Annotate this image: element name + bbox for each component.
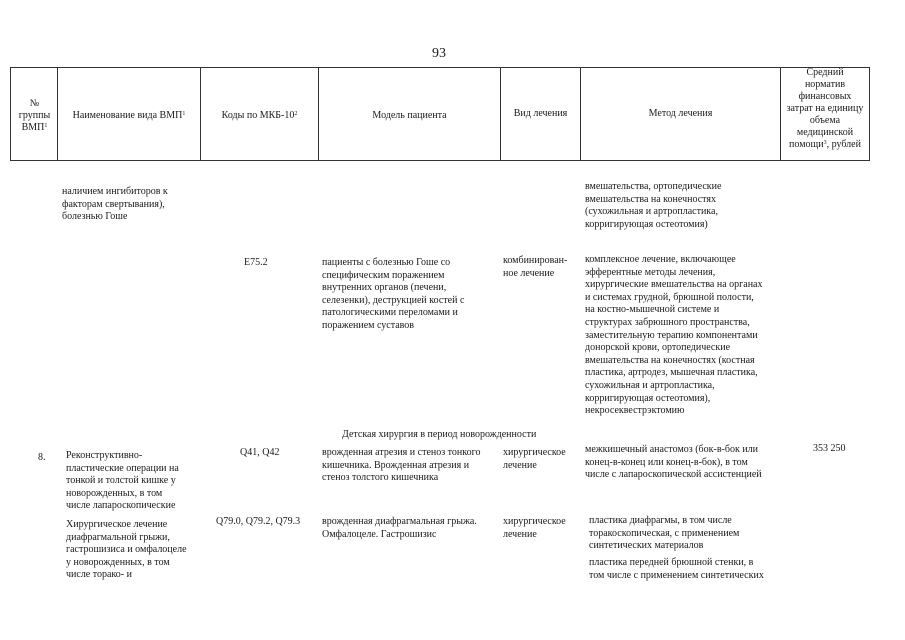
header-vmp-name: Наименование вида ВМП$^1$ xyxy=(72,110,186,121)
gaucher-treatment-type: комбинирован- ное лечение xyxy=(503,255,568,279)
gaucher-patient-model: пациенты с болезнью Гоше со специфическим поражением внутренних органов (печени, селезенки), деструкцией костей с патологическими переломами и поражением суставов xyxy=(322,257,465,331)
header-average-cost: Средний норматив финансовых затрат на единицу объема медицинской помощи$^3$, рублей xyxy=(786,67,864,150)
group8-average-cost: 353 250 xyxy=(813,443,846,454)
group8-patient-model: врожденная атрезия и стеноз тонкого кишечника. Врожденная атрезия и стеноз толстого кишечника xyxy=(322,447,481,484)
group8-vmp-name: Реконструктивно- пластические операции на тонкой и толстой кишке у новорожденных, в том числе лапароскопические xyxy=(66,450,179,512)
table-header-top-border xyxy=(10,67,870,68)
cont-vmp-name: наличием ингибиторов к факторам свертывания), болезнью Гоше xyxy=(62,186,168,223)
gaucher-treatment-method: комплексное лечение, включающее эфферентные методы лечения, хирургические вмешательства на органах и системах грудной, брюшной полости, на костно-мышечной системе и структурах забрюшного пространства, заместительную терапию компонентами донорской крови, ортопедические вмешательства на конечностях (костная пластика, артродез, мышечная пластика, сухожильная и артропластика, корригирующая остеотомия), некросеквестрэктомию xyxy=(585,254,763,417)
group8-treatment-type: хирургическое лечение xyxy=(503,447,566,471)
group8-icd-codes: Q41, Q42 xyxy=(240,447,280,458)
header-patient-model: Модель пациента xyxy=(372,110,447,121)
table-border-left xyxy=(10,67,11,161)
hernia-treatment-method-1: пластика диафрагмы, в том числе торакоскопическая, с применением синтетических материалов xyxy=(589,515,740,552)
section-title: Детская хирургия в период новорожденности xyxy=(342,429,537,440)
header-treatment-method: Метод лечения xyxy=(648,108,713,119)
header-group-number: № группы ВМП$^1$ xyxy=(18,98,51,133)
page-number: 93 xyxy=(432,46,446,61)
table-border-right xyxy=(869,67,870,161)
header-treatment-type: Вид лечения xyxy=(513,108,568,119)
hernia-icd-codes: Q79.0, Q79.2, Q79.3 xyxy=(216,516,301,527)
hernia-treatment-type: хирургическое лечение xyxy=(503,516,566,540)
table-header-bottom-border xyxy=(10,160,870,161)
cont-treatment-method: вмешательства, ортопедические вмешательства на конечностях (сухожильная и артропластика, корригирующая остеотомия) xyxy=(585,181,722,230)
hernia-treatment-method-2: пластика передней брюшной стенки, в том числе с применением синтетических xyxy=(589,557,764,581)
hernia-vmp-name: Хирургическое лечение диафрагмальной грыжи, гастрошизиса и омфалоцеле у новорожденных, в том числе торако- и xyxy=(66,519,187,581)
gaucher-icd-code: E75.2 xyxy=(244,257,268,268)
hernia-patient-model: врожденная диафрагмальная грыжа. Омфалоцеле. Гастрошизис xyxy=(322,516,477,540)
header-icd-codes: Коды по МКБ-$10^2$ xyxy=(221,110,298,121)
group-number: 8. xyxy=(38,452,46,463)
group8-treatment-method: межкишечный анастомоз (бок-в-бок или конец-в-конец или конец-в-бок), в том числе с лапароскопической ассистенцией xyxy=(585,444,762,481)
